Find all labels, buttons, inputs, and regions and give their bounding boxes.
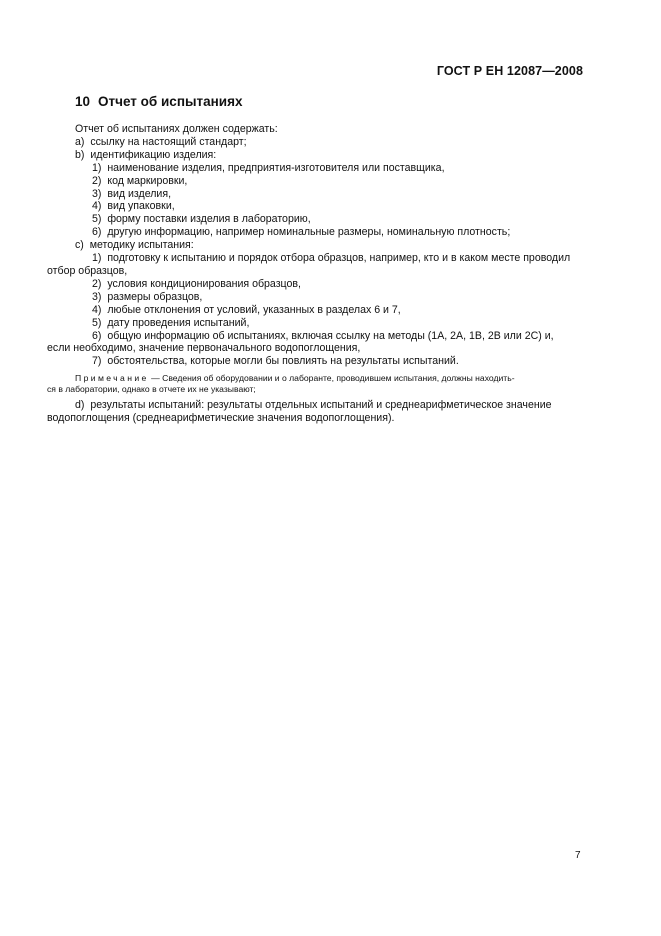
sub-item-c3	[47, 291, 584, 304]
sub-item-c4	[47, 304, 584, 317]
list-item-text: дату проведения испытаний,	[107, 316, 250, 329]
list-item-text: вид изделия,	[107, 187, 172, 200]
list-item-text: ссылку на настоящий стандарт;	[90, 135, 247, 148]
list-marker: 2)	[92, 174, 102, 187]
note-continuation: ся в лаборатории, однако в отчете их не указывают;	[47, 384, 256, 395]
list-item-text: подготовку к испытанию и порядок отбора образцов, например, кто и в каком месте проводил	[107, 252, 571, 265]
sub-item-b4	[47, 200, 584, 213]
list-marker: 5)	[92, 213, 102, 226]
section-heading	[75, 94, 242, 109]
intro-text: Отчет об испытаниях должен содержать:	[75, 123, 278, 135]
note-line	[47, 373, 584, 384]
sub-item-c1	[47, 252, 584, 265]
sub-item-c5	[47, 317, 584, 330]
note-block	[47, 373, 584, 395]
list-marker: 1)	[92, 252, 102, 265]
list-item-d-block	[47, 399, 584, 425]
list-marker: a)	[75, 135, 85, 148]
sub-item-c6-continuation: если необходимо, значение первоначального водопоглощения,	[47, 342, 361, 355]
sub-item-c6	[47, 330, 584, 343]
list-marker: 3)	[92, 290, 102, 303]
sub-item-b3	[47, 188, 584, 201]
section-title: Отчет об испытаниях	[98, 94, 243, 109]
list-item-text: код маркировки,	[107, 174, 188, 187]
note-text: — Сведения об оборудовании и о лаборанте, проводившем испытания, должны находить-	[151, 373, 515, 384]
list-marker: 4)	[92, 200, 102, 213]
list-item-d-continuation: водопоглощения (среднеарифметические значения водопоглощения).	[47, 412, 395, 425]
document-header-standard: ГОСТ Р ЕН 12087—2008	[436, 64, 583, 78]
list-item-text: размеры образцов,	[107, 290, 203, 303]
section-body	[47, 123, 584, 425]
list-marker: 6)	[92, 226, 102, 239]
sub-item-c2	[47, 278, 584, 291]
list-item-text: общую информацию об испытаниях, включая ссылку на методы (1А, 2А, 1В, 2В или 2С) и,	[107, 329, 554, 342]
list-marker: 2)	[92, 277, 102, 290]
list-item-text: форму поставки изделия в лабораторию,	[107, 213, 311, 226]
note-label: Примечание	[75, 373, 149, 384]
list-item-text: любые отклонения от условий, указанных в разделах 6 и 7,	[107, 303, 401, 316]
list-marker: c)	[75, 239, 84, 252]
list-item-a	[47, 136, 584, 149]
list-item-c	[47, 239, 584, 252]
sub-item-c7	[47, 355, 584, 368]
list-marker: 4)	[92, 303, 102, 316]
list-marker: 7)	[92, 355, 102, 368]
list-item-d	[47, 399, 584, 412]
list-marker: d)	[75, 399, 85, 412]
list-item-text: вид упаковки,	[107, 200, 175, 213]
list-item-text: результаты испытаний: результаты отдельных испытаний и среднеарифметическое значение	[90, 399, 552, 412]
list-marker: 3)	[92, 187, 102, 200]
list-marker: 6)	[92, 329, 102, 342]
list-item-text: другую информацию, например номинальные размеры, номинальную плотность;	[107, 226, 511, 239]
page-number: 7	[575, 850, 581, 861]
sub-item-b5	[47, 213, 584, 226]
sub-item-b6	[47, 226, 584, 239]
list-item-text: наименование изделия, предприятия-изготовителя или поставщика,	[107, 161, 445, 174]
sub-item-b2	[47, 175, 584, 188]
list-item-text: обстоятельства, которые могли бы повлиять на результаты испытаний.	[107, 355, 459, 368]
sub-item-b1	[47, 162, 584, 175]
list-item-text: условия кондиционирования образцов,	[107, 277, 301, 290]
list-marker: 5)	[92, 316, 102, 329]
section-number: 10	[75, 94, 91, 109]
list-item-b	[47, 149, 584, 162]
list-marker: b)	[75, 148, 85, 161]
sub-item-c1-continuation: отбор образцов,	[47, 264, 128, 277]
list-marker: 1)	[92, 161, 102, 174]
list-item-text: методику испытания:	[89, 239, 194, 252]
list-item-text: идентификацию изделия:	[90, 148, 217, 161]
